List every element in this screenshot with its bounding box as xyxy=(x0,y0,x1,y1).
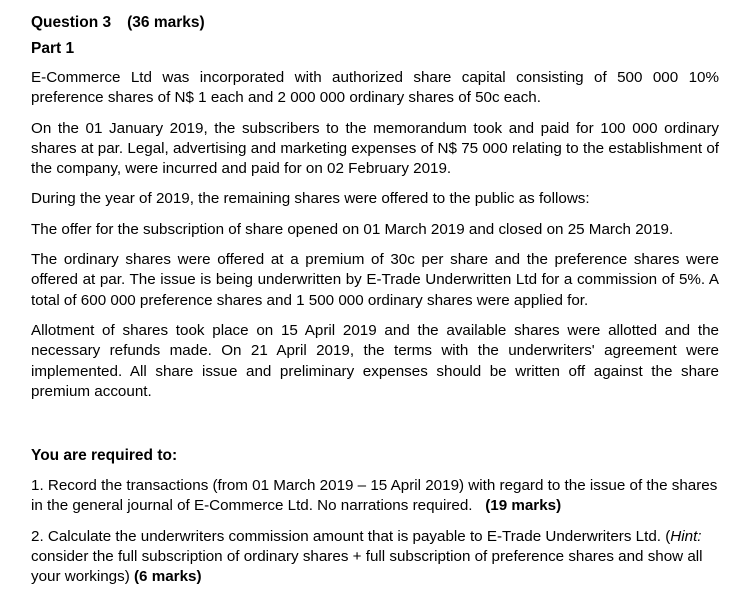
part-heading: Part 1 xyxy=(31,40,75,57)
paragraph-offer-dates: The offer for the subscription of share opened on 01 March 2019 and closed on 25 March 2019. xyxy=(31,220,674,238)
task-2-text-start: 2. Calculate the underwriters commission amount that is payable to E-Trade Underwriters Ltd. ( xyxy=(31,527,671,545)
paragraph-public-offer-intro: During the year of 2019, the remaining shares were offered to the public as follows: xyxy=(31,190,590,208)
paragraph-allotment: Allotment of shares took place on 15 April 2019 and the available shares were allotted and the necessary refunds made. On 21 April 2019, the terms with the underwriters' agreement were implemented. All share issue and preliminary expenses should be written off against the share premium account. xyxy=(31,321,719,400)
question-document xyxy=(31,13,719,598)
section-spacer xyxy=(31,412,719,446)
question-heading xyxy=(31,13,719,33)
task-1 xyxy=(31,476,719,517)
task-2-marks: (6 marks) xyxy=(133,568,202,586)
paragraph-offer-terms: The ordinary shares were offered at a premium of 30c per share and the preference shares were offered at par. The issue is being underwritten by E-Trade Underwritten Ltd for a commission of 5%. A total of 600 000 preference shares and 1 500 000 ordinary shares were applied for. xyxy=(31,251,719,309)
question-title: Question 3 xyxy=(31,14,112,31)
task-2-hint-label: Hint: xyxy=(670,527,702,545)
paragraph-share-capital: E-Commerce Ltd was incorporated with authorized share capital consisting of 500 000 10% preference shares of N$ 1 each and 2 000 000 ordinary shares of 50c each. xyxy=(31,69,719,107)
task-2 xyxy=(31,527,719,588)
paragraph-memorandum-subscription: On the 01 January 2019, the subscribers to the memorandum took and paid for 100 000 ordinary shares at par. Legal, advertising and marketing expenses of N$ 75 000 relating to the establishment of the company, were incurred and paid for on 02 February 2019. xyxy=(31,119,719,178)
task-1-text: 1. Record the transactions (from 01 March 2019 – 15 April 2019) with regard to the issue of the shares in the general journal of E-Commerce Ltd. No narrations required. xyxy=(31,477,718,515)
task-2-text-end: consider the full subscription of ordinary shares + full subscription of preference shares and show all your workings) xyxy=(31,548,703,586)
task-1-marks: (19 marks) xyxy=(485,497,562,515)
required-heading: You are required to: xyxy=(31,447,178,465)
question-marks: (36 marks) xyxy=(127,14,205,31)
